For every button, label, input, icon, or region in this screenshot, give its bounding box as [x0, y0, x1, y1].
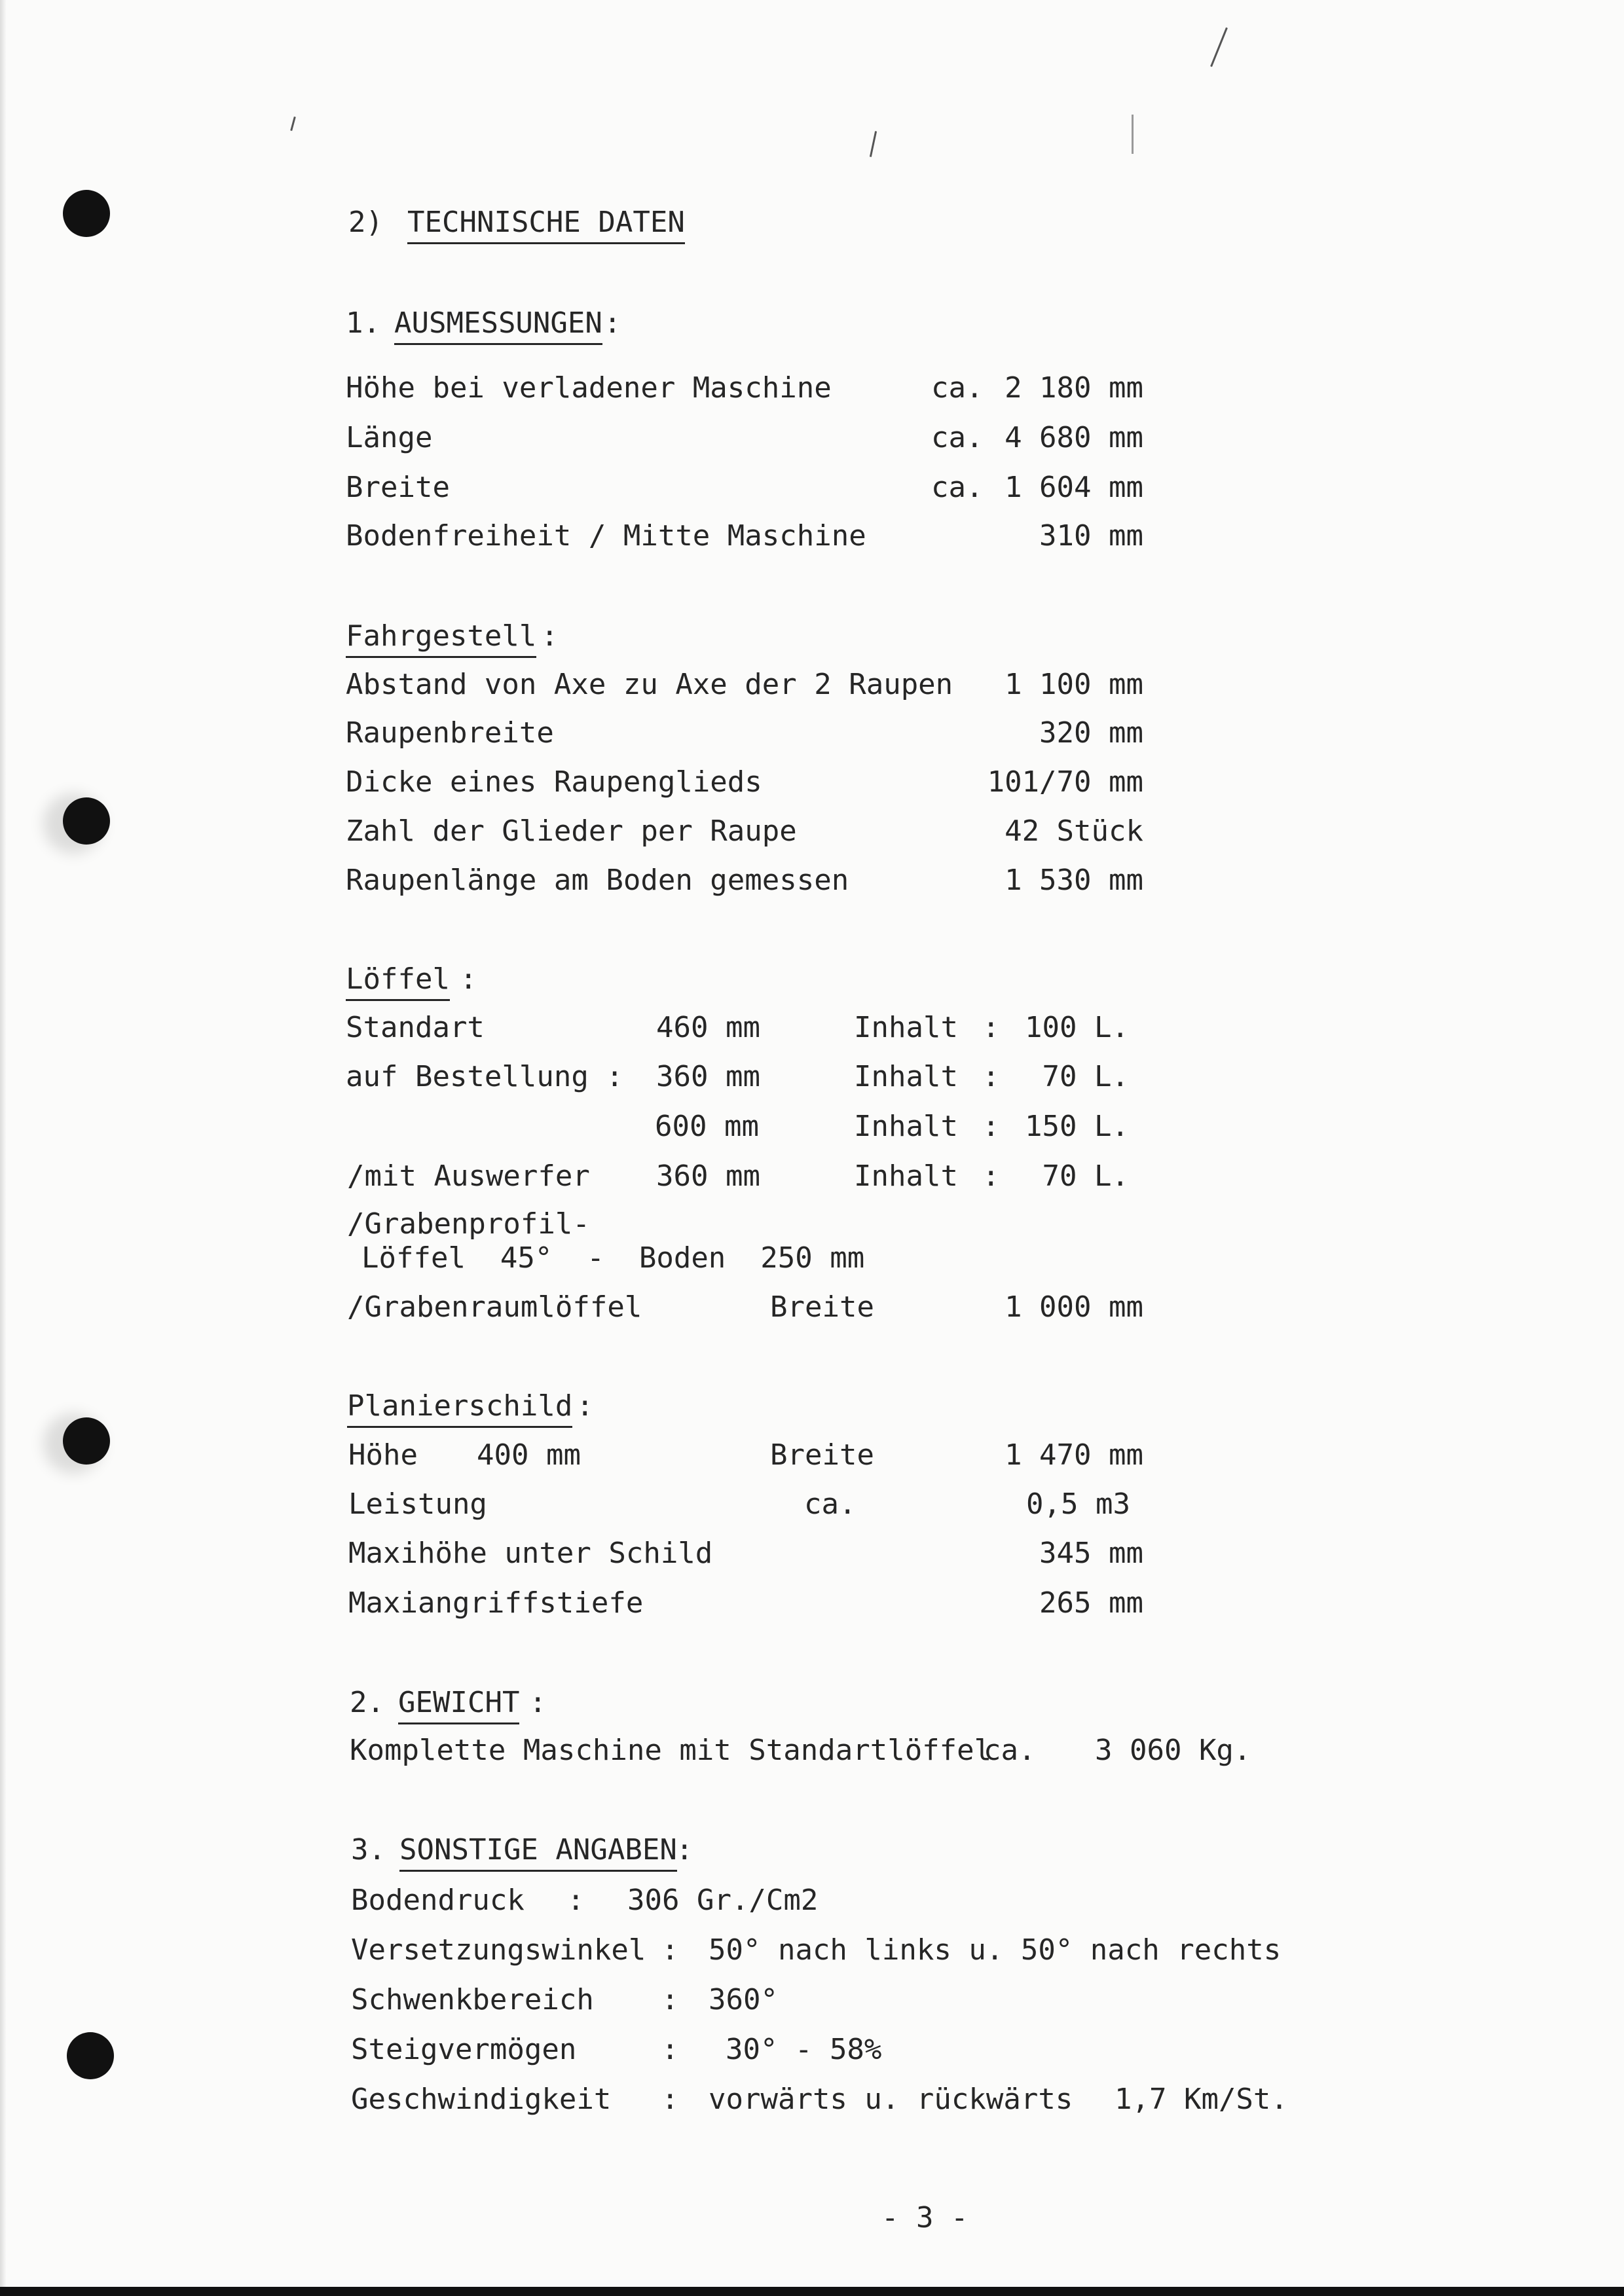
section-number: 2. — [350, 1686, 384, 1719]
row-value: 2 180 mm — [1005, 371, 1143, 405]
row-value: 1 100 mm — [1005, 668, 1143, 701]
row-content-label: Inhalt — [854, 1110, 958, 1143]
section-title-sonstige: SONSTIGE ANGABEN — [399, 1832, 677, 1872]
row-label: Abstand von Axe zu Axe der 2 Raupen — [346, 668, 953, 701]
row-value: 265 mm — [1039, 1586, 1143, 1620]
row-label: Zahl der Glieder per Raupe — [346, 814, 797, 848]
row-size: 400 mm — [477, 1438, 581, 1472]
row-label: Steigvermögen — [351, 2033, 577, 2066]
row-approx: ca. — [931, 421, 984, 454]
row-value: 0,5 m3 — [1026, 1487, 1130, 1521]
punch-hole-4 — [67, 2032, 114, 2079]
row-value: 1 000 mm — [1005, 1290, 1143, 1324]
section-title-gewicht: GEWICHT — [398, 1685, 519, 1724]
row-content-label: Inhalt — [854, 1060, 958, 1093]
row-value: 345 mm — [1039, 1537, 1143, 1570]
row-value: 3 060 Kg. — [1095, 1734, 1251, 1767]
row-value: 101/70 mm — [987, 765, 1143, 799]
punch-hole-1 — [63, 190, 110, 237]
row-value: 30° - 58% — [726, 2033, 882, 2066]
row-sep: : — [982, 1060, 1000, 1093]
punch-hole-3 — [63, 1417, 110, 1465]
section-colon: : — [604, 306, 621, 340]
heading-number: 2) — [348, 206, 383, 239]
section-number: 3. — [351, 1833, 386, 1867]
row-value: 1 530 mm — [1005, 864, 1143, 897]
row-value: vorwärts u. rückwärts — [709, 2083, 1073, 2116]
row-sep: : — [661, 2083, 679, 2116]
row-value: 42 Stück — [1005, 814, 1143, 848]
section-title-planierschild: Planierschild — [347, 1388, 572, 1428]
row-value: 4 680 mm — [1005, 421, 1143, 454]
row-key: Breite — [770, 1438, 874, 1472]
section-title-loeffel: Löffel — [346, 961, 450, 1001]
row-value: 306 Gr./Cm2 — [627, 1884, 819, 1917]
row-label: Standart — [346, 1011, 485, 1044]
row-size: 460 mm — [656, 1011, 760, 1044]
row-label: Bodenfreiheit / Mitte Maschine — [346, 519, 866, 553]
row-label: Höhe bei verladener Maschine — [346, 371, 832, 405]
row-sep: : — [661, 2033, 679, 2066]
row-size: 600 mm — [655, 1110, 759, 1143]
page-bottom-edge — [0, 2287, 1624, 2296]
row-label: Länge — [346, 421, 433, 454]
row-label: Geschwindigkeit — [351, 2083, 612, 2116]
row-sep: : — [982, 1159, 1000, 1193]
paper-left-edge — [0, 0, 7, 2296]
row-label: /Grabenraumlöffel — [347, 1290, 642, 1324]
row-approx: ca. — [984, 1734, 1036, 1767]
row-label: Raupenlänge am Boden gemessen — [346, 864, 849, 897]
section-colon: : — [541, 619, 559, 653]
row-label: Breite — [346, 471, 450, 504]
scan-mark — [1210, 27, 1228, 67]
row-label: Höhe — [348, 1438, 418, 1472]
section-colon: : — [460, 962, 477, 996]
row-key: Breite — [770, 1290, 874, 1324]
section-colon: : — [529, 1686, 547, 1719]
row-content: 100 L. — [1025, 1011, 1129, 1044]
row-content-label: Inhalt — [854, 1159, 958, 1193]
row-key: ca. — [804, 1487, 857, 1521]
scan-mark — [290, 117, 296, 131]
row-label: Bodendruck — [351, 1884, 525, 1917]
section-number: 1. — [346, 306, 380, 340]
section-colon: : — [676, 1833, 693, 1867]
row-sep: : — [661, 1983, 679, 2016]
row-sep: : — [982, 1110, 1000, 1143]
row-label: Raupenbreite — [346, 716, 554, 750]
section-title-fahrgestell: Fahrgestell — [346, 618, 536, 658]
row-sep: : — [982, 1011, 1000, 1044]
page-title: TECHNISCHE DATEN — [407, 204, 685, 244]
row-label: Maxiangriffstiefe — [348, 1586, 644, 1620]
row-label: Komplette Maschine mit Standartlöffel — [350, 1734, 992, 1767]
grabenprofil-label: /Grabenprofil- — [347, 1207, 590, 1241]
row-content: 150 L. — [1025, 1110, 1129, 1143]
row-label: Schwenkbereich — [351, 1983, 594, 2016]
row-label: Dicke eines Raupenglieds — [346, 765, 762, 799]
section-title-ausmessungen: AUSMESSUNGEN — [394, 305, 602, 345]
row-speed: 1,7 Km/St. — [1115, 2083, 1288, 2116]
row-value: 310 mm — [1039, 519, 1143, 553]
row-size: 360 mm — [656, 1159, 760, 1193]
row-label: Maxihöhe unter Schild — [348, 1537, 713, 1570]
scan-mark — [1132, 115, 1134, 154]
row-sep: : — [567, 1884, 585, 1917]
page-number: - 3 - — [881, 2201, 969, 2234]
row-sep: : — [661, 1933, 679, 1967]
row-value: 50° nach links u. 50° nach rechts — [709, 1933, 1282, 1967]
row-size: 360 mm — [656, 1060, 760, 1093]
row-label: auf Bestellung : — [346, 1060, 623, 1093]
row-value: 360° — [709, 1983, 778, 2016]
row-label: Leistung — [348, 1487, 487, 1521]
punch-hole-2 — [63, 797, 110, 845]
row-value: 320 mm — [1039, 716, 1143, 750]
row-value: 1 470 mm — [1005, 1438, 1143, 1472]
row-content: 70 L. — [1042, 1060, 1129, 1093]
row-content-label: Inhalt — [854, 1011, 958, 1044]
row-value: 1 604 mm — [1005, 471, 1143, 504]
scan-mark — [870, 131, 877, 157]
row-approx: ca. — [931, 471, 984, 504]
grabenprofil-spec: Löffel 45° - Boden 250 mm — [361, 1241, 865, 1275]
row-label: Versetzungswinkel — [351, 1933, 646, 1967]
row-label: /mit Auswerfer — [347, 1159, 590, 1193]
section-colon: : — [576, 1389, 594, 1423]
row-approx: ca. — [931, 371, 984, 405]
row-content: 70 L. — [1042, 1159, 1129, 1193]
